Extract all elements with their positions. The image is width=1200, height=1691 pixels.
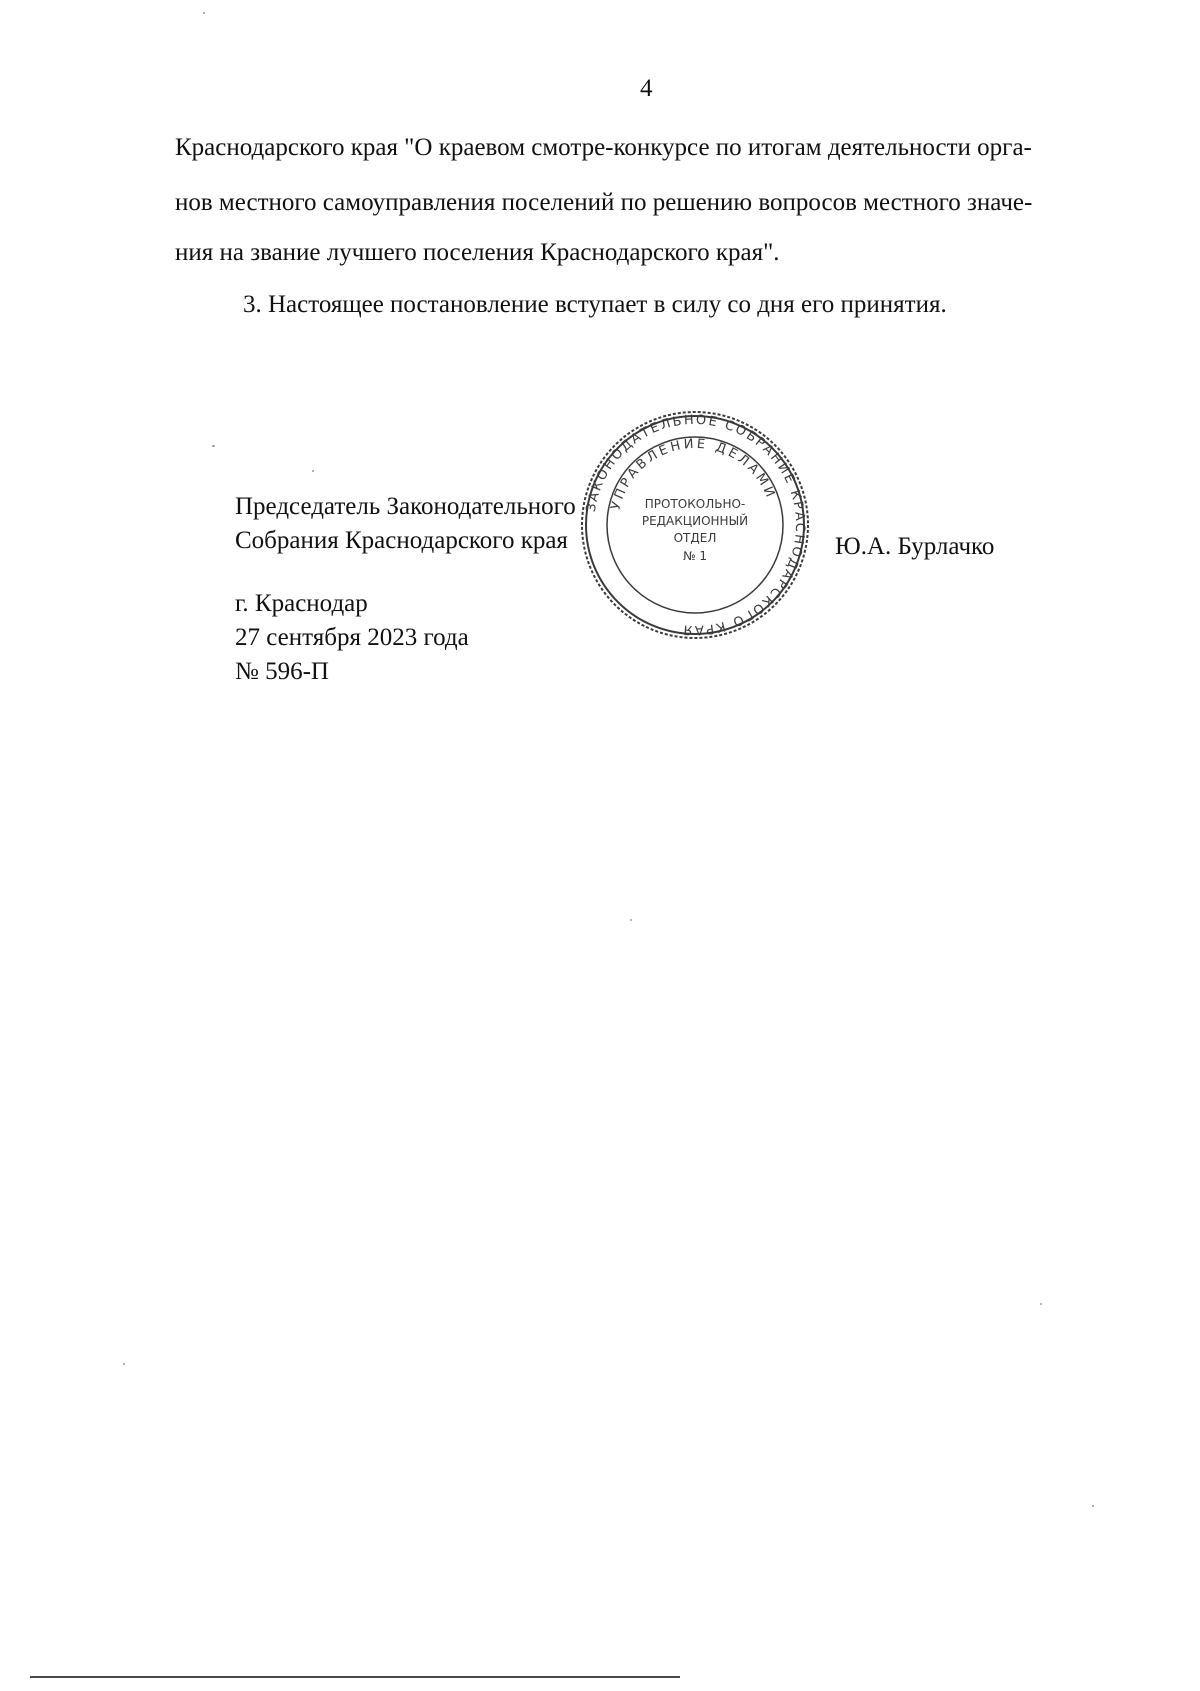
signatory-title-line-1: Председатель Законодательного — [235, 493, 576, 520]
scan-speck — [212, 445, 215, 447]
stamp-center-line-1: ПРОТОКОЛЬНО- — [644, 497, 746, 511]
paragraph-line-1: Краснодарского края "О краевом смотре-конкурсе по итогам деятельности орга- — [175, 134, 1032, 161]
official-stamp — [580, 410, 810, 640]
issue-place: г. Краснодар — [235, 590, 368, 617]
signatory-name: Ю.А. Бурлачко — [835, 533, 995, 560]
scan-edge-line — [30, 1676, 680, 1678]
stamp-center-line-3: ОТДЕЛ — [673, 531, 717, 545]
stamp-center-line-4: № 1 — [683, 549, 707, 563]
issue-date: 27 сентября 2023 года — [235, 624, 469, 651]
stamp-inner-text: УПРАВЛЕНИЕ ДЕЛАМИ — [608, 436, 779, 512]
stamp-outer-text: ЗАКОНОДАТЕЛЬНОЕ СОБРАНИЕ КРАСНОДАРСКОГО КРАЯ — [583, 412, 808, 638]
paragraph-line-2: нов местного самоуправления поселений по решению вопросов местного значе- — [175, 189, 1033, 216]
stamp-center-line-2: РЕДАКЦИОННЫЙ — [641, 514, 749, 528]
signatory-title-line-2: Собрания Краснодарского края — [235, 527, 568, 554]
document-number: № 596-П — [235, 658, 329, 685]
scan-speck — [312, 470, 314, 472]
scan-speck — [203, 12, 205, 14]
scan-speck — [630, 919, 632, 921]
page-number: 4 — [640, 75, 653, 102]
clause-3-text: 3. Настоящее постановление вступает в силу со дня его принятия. — [243, 291, 947, 318]
scan-speck — [1040, 1303, 1042, 1305]
paragraph-line-3: ния на звание лучшего поселения Краснодарского края". — [175, 239, 780, 266]
scan-speck — [123, 1363, 125, 1365]
scan-speck — [1092, 1505, 1094, 1507]
